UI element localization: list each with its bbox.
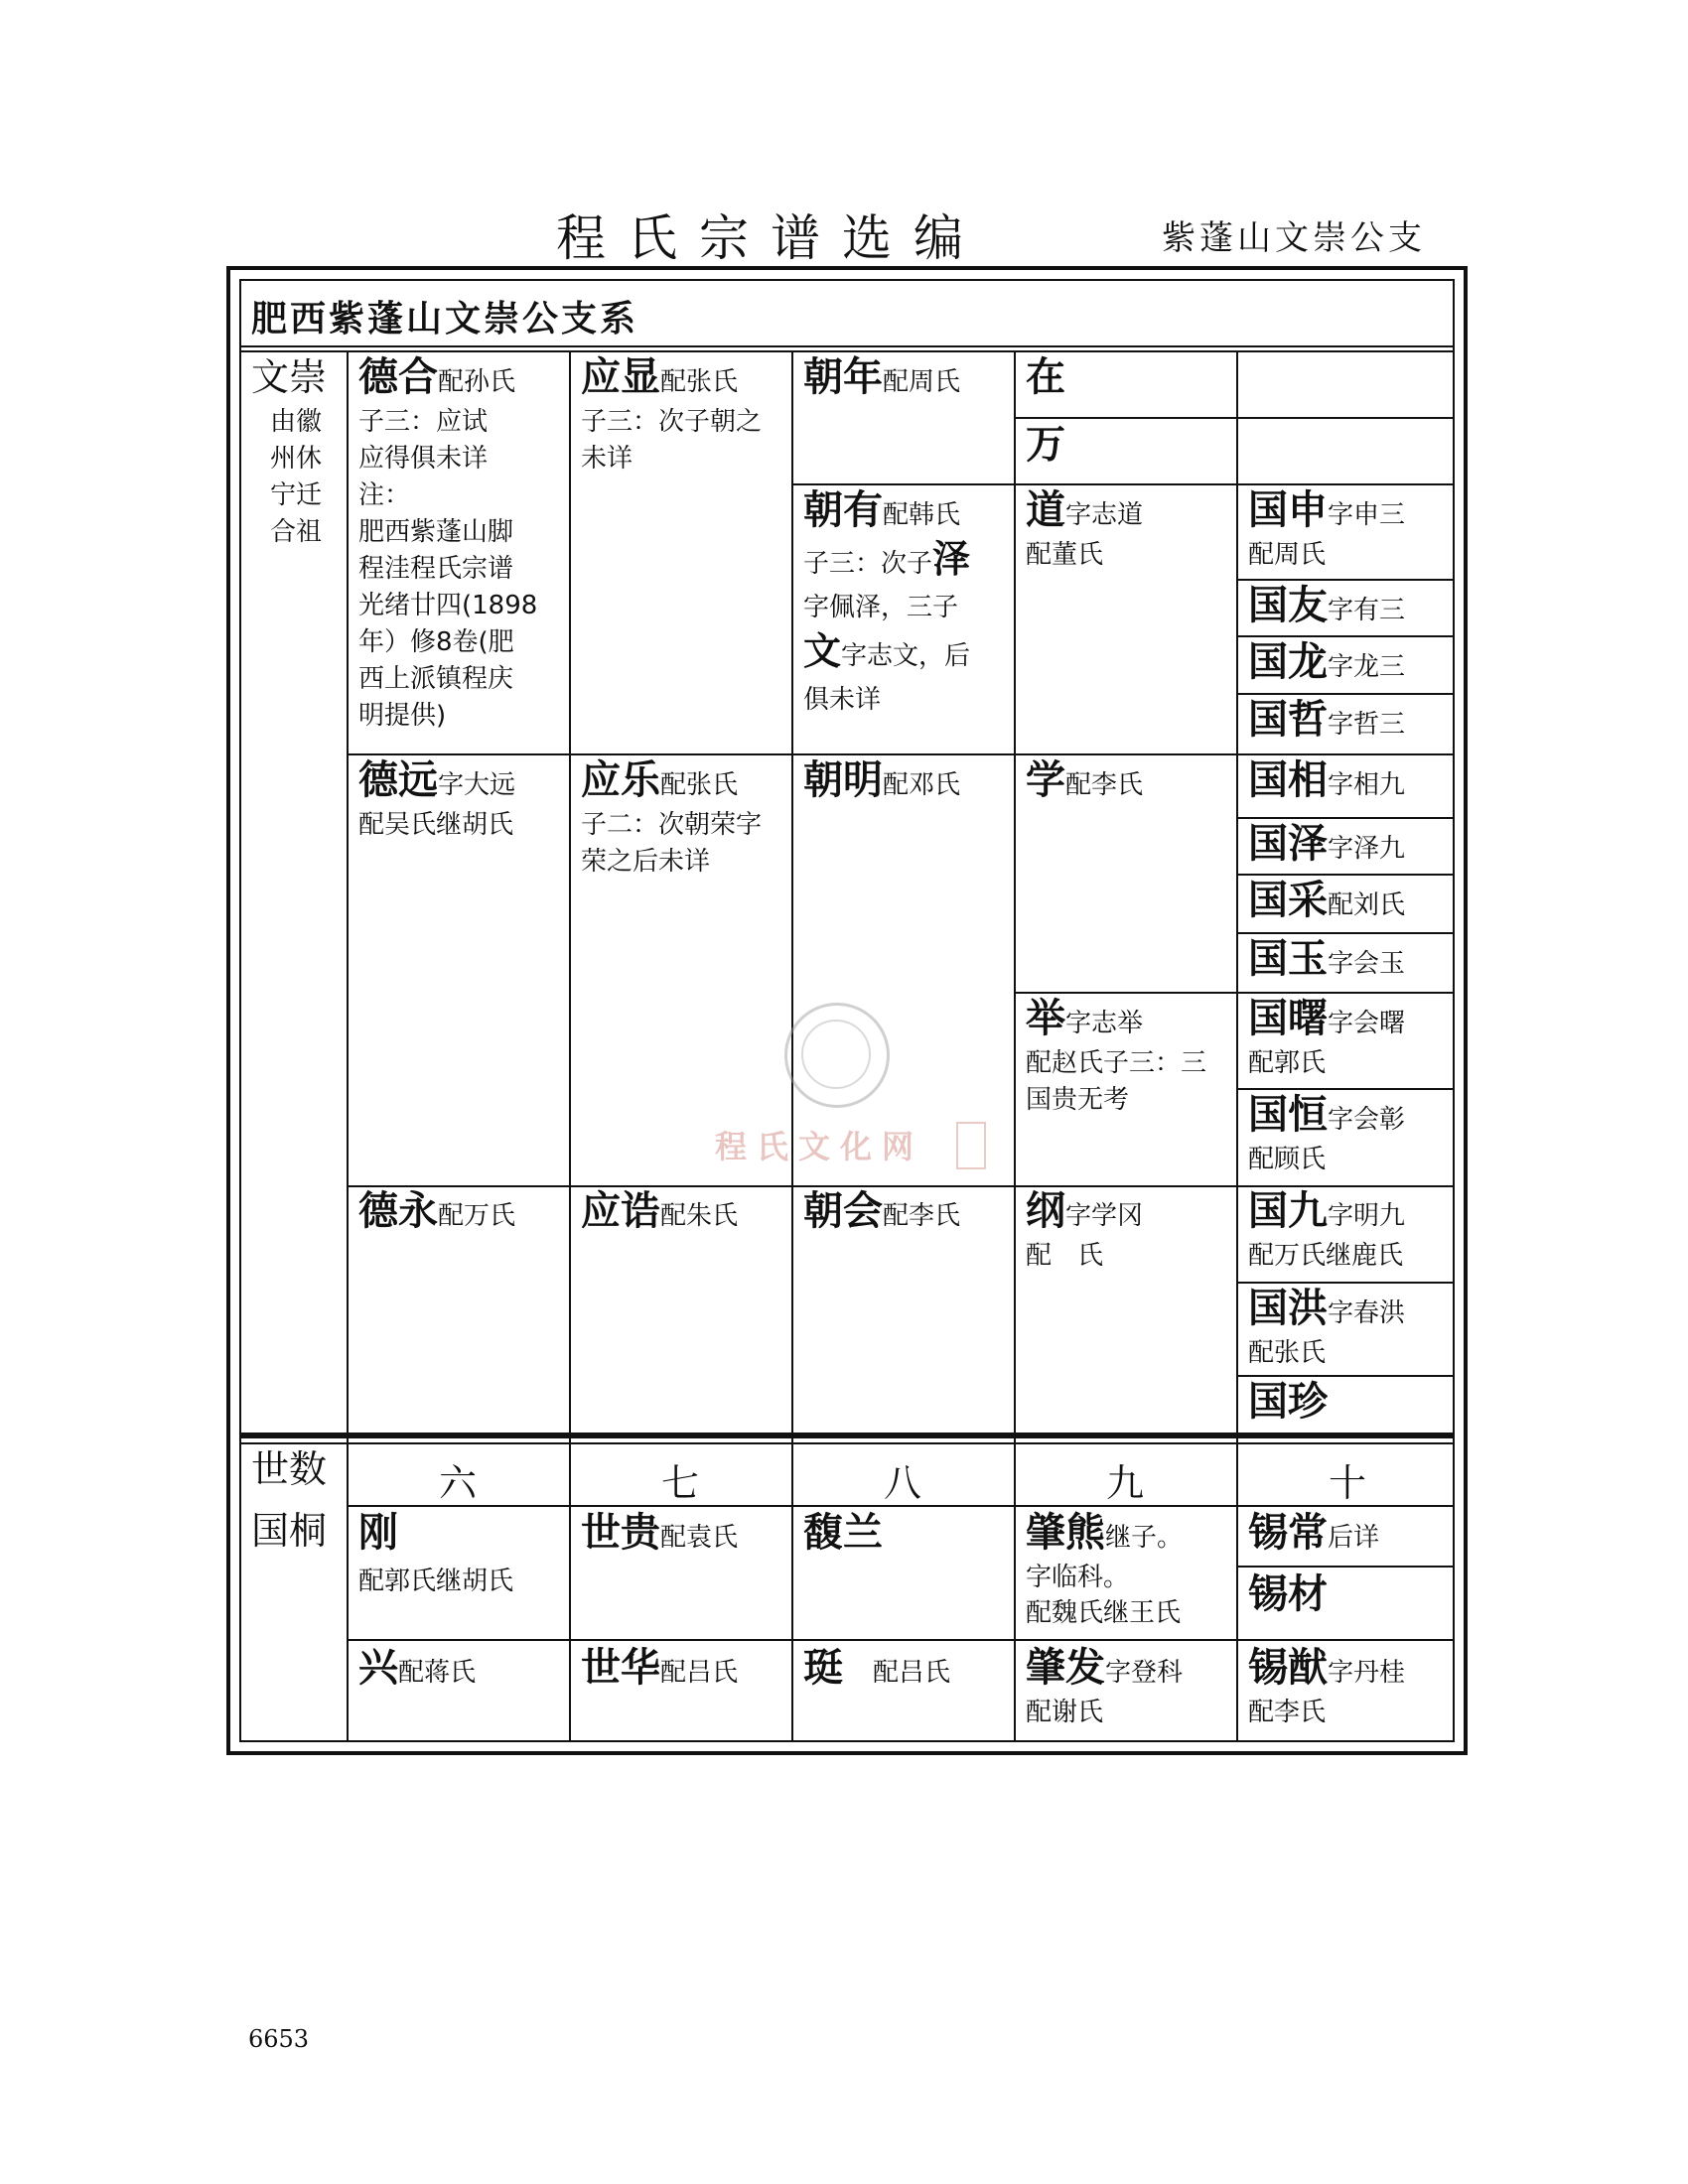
guoshu-note: 配郭氏 bbox=[1248, 1048, 1327, 1078]
person-guoxiang: 国相字相九 bbox=[1248, 757, 1406, 803]
gang2-note: 配郭氏继胡氏 bbox=[358, 1567, 514, 1596]
person-chaohui: 朝会配李氏 bbox=[803, 1188, 961, 1234]
person-guocai: 国采配刘氏 bbox=[1248, 878, 1406, 923]
guojiu-note: 配万氏继鹿氏 bbox=[1248, 1241, 1404, 1271]
person-guoshu: 国曙字会曙 bbox=[1248, 996, 1406, 1041]
person-shigui: 世贵配袁氏 bbox=[581, 1510, 739, 1556]
watermark-seal-icon bbox=[784, 1003, 890, 1108]
person-ju: 举字志举 bbox=[1026, 996, 1144, 1041]
ju-note: 配赵氏子三：三 国贵无考 bbox=[1026, 1048, 1207, 1115]
dehe-note: 子三：应试 应得俱未详 注： 肥西紫蓬山脚 程洼程氏宗谱 光绪廿四(1898 年）修8卷(肥 西上派镇程庆 明提供) bbox=[358, 407, 538, 731]
person-chaoming: 朝明配邓氏 bbox=[803, 757, 961, 803]
person-guoheng: 国恒字会彰 bbox=[1248, 1092, 1406, 1138]
person-xicai: 锡材 bbox=[1248, 1571, 1328, 1617]
xiyou-note: 配李氏 bbox=[1248, 1698, 1327, 1727]
guotong-label: 国桐 bbox=[251, 1509, 328, 1553]
guoheng-note: 配顾氏 bbox=[1248, 1145, 1327, 1174]
document-title: 程氏宗谱选编 bbox=[556, 209, 985, 267]
person-chaonian: 朝年配周氏 bbox=[803, 354, 961, 400]
section-title: 肥西紫蓬山文崇公支系 bbox=[251, 299, 639, 340]
person-shihua: 世华配吕氏 bbox=[581, 1645, 739, 1691]
zhaofa-note: 配谢氏 bbox=[1026, 1698, 1104, 1727]
person-zhaoxiong: 肇熊继子。 bbox=[1026, 1510, 1184, 1556]
section-heading bbox=[241, 281, 1453, 352]
yingle-note: 子二：次朝荣字 荣之后未详 bbox=[581, 810, 763, 877]
person-guozhe: 国哲字哲三 bbox=[1248, 697, 1406, 743]
zhaoxiong-note: 字临科。 配魏氏继王氏 bbox=[1026, 1563, 1182, 1628]
person-fulan: 馥兰 bbox=[803, 1510, 883, 1556]
generation-9: 九 bbox=[1105, 1461, 1144, 1505]
person-guoshen: 国申字申三 bbox=[1248, 487, 1406, 533]
dao-note: 配董氏 bbox=[1026, 540, 1104, 570]
deyuan-note: 配吴氏继胡氏 bbox=[358, 810, 514, 840]
yingxian-note: 子三：次子朝之 未详 bbox=[581, 407, 763, 474]
generation-8: 八 bbox=[883, 1461, 921, 1505]
person-yinggao: 应诰配朱氏 bbox=[581, 1188, 739, 1234]
generation-6: 六 bbox=[438, 1461, 477, 1505]
person-xichang: 锡常后详 bbox=[1248, 1510, 1380, 1556]
gang-note: 配 氏 bbox=[1026, 1241, 1104, 1271]
person-guolong: 国龙字龙三 bbox=[1248, 639, 1406, 685]
chaoyou-note: 子三：次子泽 字佩泽，三子 文字志文，后 俱未详 bbox=[803, 537, 971, 715]
generation-10: 十 bbox=[1328, 1461, 1366, 1505]
watermark-text: 程氏文化网 bbox=[715, 1128, 924, 1165]
person-guohong: 国洪字春洪 bbox=[1248, 1286, 1406, 1331]
person-guozhen: 国珍 bbox=[1248, 1379, 1328, 1425]
person-deyong: 德永配万氏 bbox=[358, 1188, 516, 1234]
person-yingle: 应乐配张氏 bbox=[581, 757, 739, 803]
person-guoze: 国泽字泽九 bbox=[1248, 821, 1406, 867]
person-zhaofa: 肇发字登科 bbox=[1026, 1645, 1184, 1691]
person-zai: 在 bbox=[1026, 354, 1065, 400]
person-ting: 珽 配吕氏 bbox=[803, 1645, 951, 1691]
person-dao: 道字志道 bbox=[1026, 487, 1144, 533]
generation-label: 世数 bbox=[251, 1447, 328, 1491]
page-number: 6653 bbox=[248, 2025, 310, 2053]
person-gang: 纲字学冈 bbox=[1026, 1188, 1144, 1234]
person-dehe: 德合配孙氏 bbox=[358, 354, 516, 400]
person-xiyou: 锡猷字丹桂 bbox=[1248, 1645, 1406, 1691]
person-guoyou: 国友字有三 bbox=[1248, 583, 1406, 628]
person-xing: 兴配蒋氏 bbox=[358, 1645, 477, 1691]
person-guoyu: 国玉字会玉 bbox=[1248, 936, 1406, 982]
person-xue: 学配李氏 bbox=[1026, 757, 1144, 803]
person-gang2: 刚 bbox=[358, 1510, 398, 1556]
person-yingxian: 应显配张氏 bbox=[581, 354, 739, 400]
branch-subtitle: 紫蓬山文崇公支 bbox=[1162, 218, 1426, 258]
guohong-note: 配张氏 bbox=[1248, 1338, 1327, 1368]
person-guojiu: 国九字明九 bbox=[1248, 1188, 1406, 1234]
ancestor-name: 文崇 bbox=[251, 355, 328, 399]
person-deyuan: 德远字大远 bbox=[358, 757, 516, 803]
person-chaoyou: 朝有配韩氏 bbox=[803, 487, 961, 533]
ancestor-note: 由徽 州休 宁迁 合祖 bbox=[269, 407, 322, 547]
person-wan: 万 bbox=[1026, 422, 1065, 468]
guoshen-note: 配周氏 bbox=[1248, 540, 1327, 570]
watermark-stamp-icon bbox=[956, 1122, 986, 1169]
generation-7: 七 bbox=[660, 1461, 699, 1505]
